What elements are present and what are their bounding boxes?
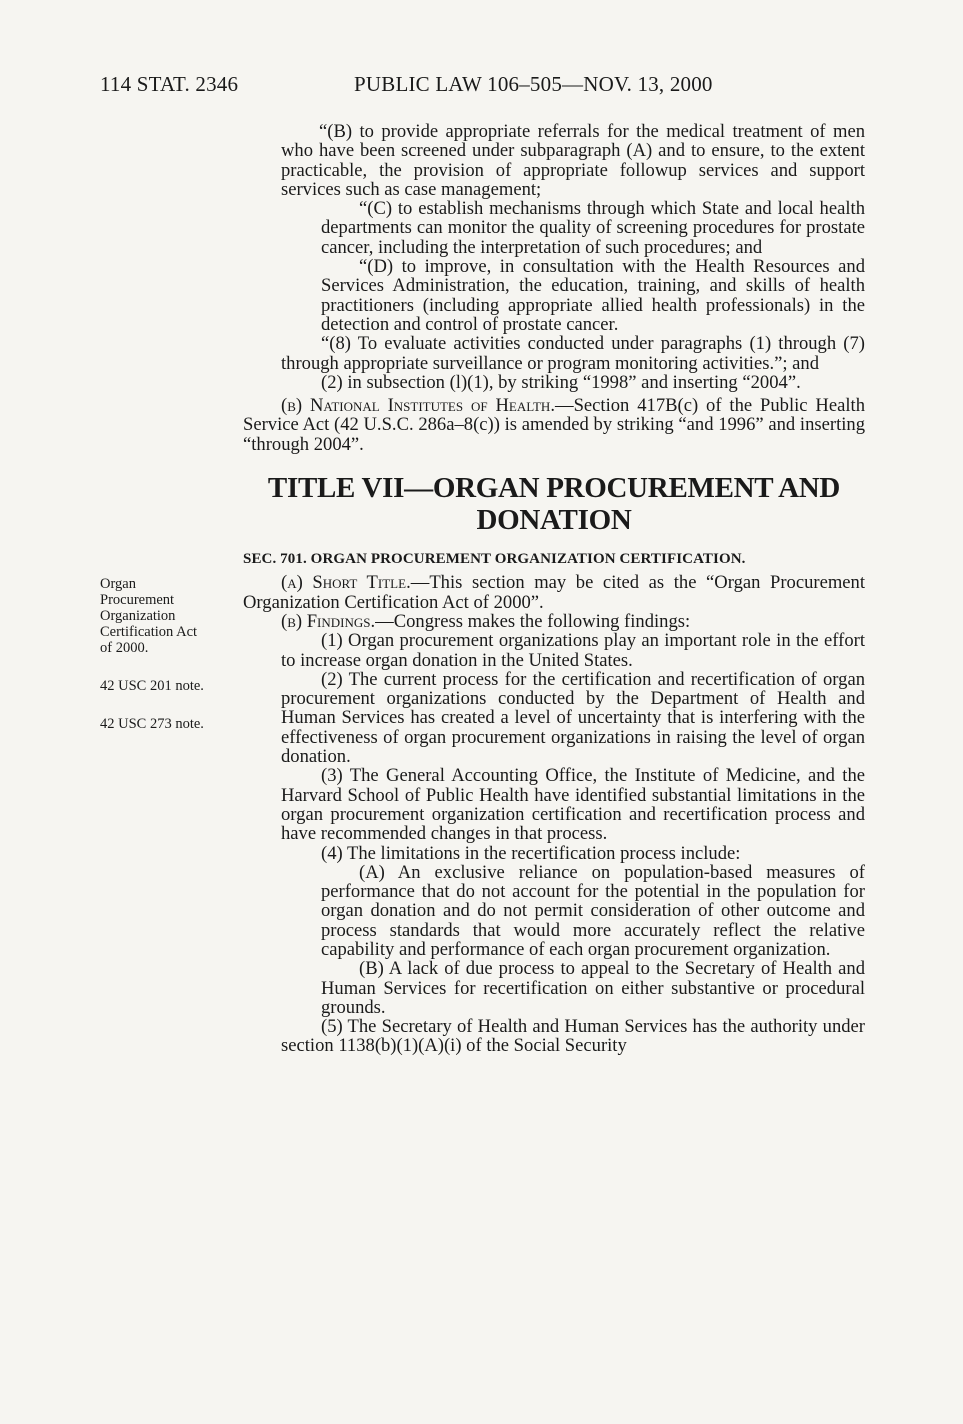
paragraph-nih — [243, 396, 865, 454]
margin-note-line: of 2000. — [100, 640, 149, 656]
paragraph-findings — [243, 612, 865, 631]
findings-text: —Congress makes the following findings: — [375, 610, 691, 632]
main-text — [243, 122, 865, 1056]
finding-4-b: (B) A lack of due process to appeal to the Secretary of Health and Human Services for recertification on either substantive or procedural grounds. — [321, 958, 865, 1018]
findings-heading: (b) Findings. — [281, 610, 376, 632]
finding-4: (4) The limitations in the recertification process include: — [321, 842, 741, 864]
nih-heading: (b) National Institutes of Health. — [281, 395, 555, 417]
finding-2: (2) The current process for the certification and recertification of organ procurement organizations conducted by the Department of Health and Human Services has created a level of uncertainty that is interfering with the effectiveness of organ procurement organizations in raising the level of organ donation. — [281, 668, 865, 768]
finding-1: (1) Organ procurement organizations play an important role in the effort to increase organ donation in the United States. — [281, 630, 865, 671]
paragraph-c-mechanisms: “(C) to establish mechanisms through which State and local health departments can monitor the quality of screening procedures for prostate cancer, including the interpretation of such procedures; and — [321, 198, 865, 258]
short-title-heading: (a) Short Title. — [281, 572, 411, 594]
margin-note-line: Organ — [100, 576, 136, 592]
finding-3: (3) The General Accounting Office, the Institute of Medicine, and the Harvard School of Public Health have identified substantial limitations in the organ procurement organization certification and recertification process and have recommended changes in that process. — [281, 765, 865, 845]
margin-note-usc-273: 42 USC 273 note. — [100, 716, 204, 732]
section-heading: SEC. 701. ORGAN PROCUREMENT ORGANIZATION CERTIFICATION. — [243, 551, 746, 568]
paragraph-2-subsection: (2) in subsection (l)(1), by striking “1998” and inserting “2004”. — [321, 371, 801, 393]
margin-note-line: Organization — [100, 608, 176, 624]
margin-note-usc-201: 42 USC 201 note. — [100, 678, 204, 694]
paragraph-b-referrals: “(B) to provide appropriate referrals for the medical treatment of men who have been screened under subparagraph (A) and to ensure, to the extent practicable, the provision of appropriate followup services and support services such as case management; — [281, 121, 865, 200]
paragraph-short-title — [243, 573, 865, 612]
finding-5: (5) The Secretary of Health and Human Services has the authority under section 1138(b)(1)(A)(i) of the Social Security — [281, 1016, 865, 1057]
short-title-text: —This section may be cited as the “Organ Procurement Organization Certification Act of 2000”. — [243, 572, 865, 613]
nih-text: —Section 417B(c) of the Public Health Service Act (42 U.S.C. 286a–8(c)) is amended by striking “and 1996” and inserting “through 2004”. — [243, 395, 865, 455]
paragraph-8-evaluate: “(8) To evaluate activities conducted under paragraphs (1) through (7) through appropriate surveillance or program monitoring activities.”; and — [281, 333, 865, 374]
law-citation: PUBLIC LAW 106–505—NOV. 13, 2000 — [354, 72, 713, 96]
title-heading: TITLE VII—ORGAN PROCUREMENT AND DONATION — [267, 472, 841, 537]
paragraph-d-improve: “(D) to improve, in consultation with the Health Resources and Services Administration, the education, training, and skills of health practitioners (including appropriate allied health professionals) in the detection and control of prostate cancer. — [321, 256, 865, 335]
margin-note-line: Certification Act — [100, 624, 198, 640]
margin-note-short-title — [100, 576, 235, 656]
margin-note-line: Procurement — [100, 592, 175, 608]
stat-page-number: 114 STAT. 2346 — [100, 72, 239, 96]
finding-4-a: (A) An exclusive reliance on population-based measures of performance that do not account for the potential in the population for organ donation and do not permit consideration of other outcome and process standards that would more accurately reflect the relative capability and performance of each organ procurement organization. — [321, 861, 865, 960]
